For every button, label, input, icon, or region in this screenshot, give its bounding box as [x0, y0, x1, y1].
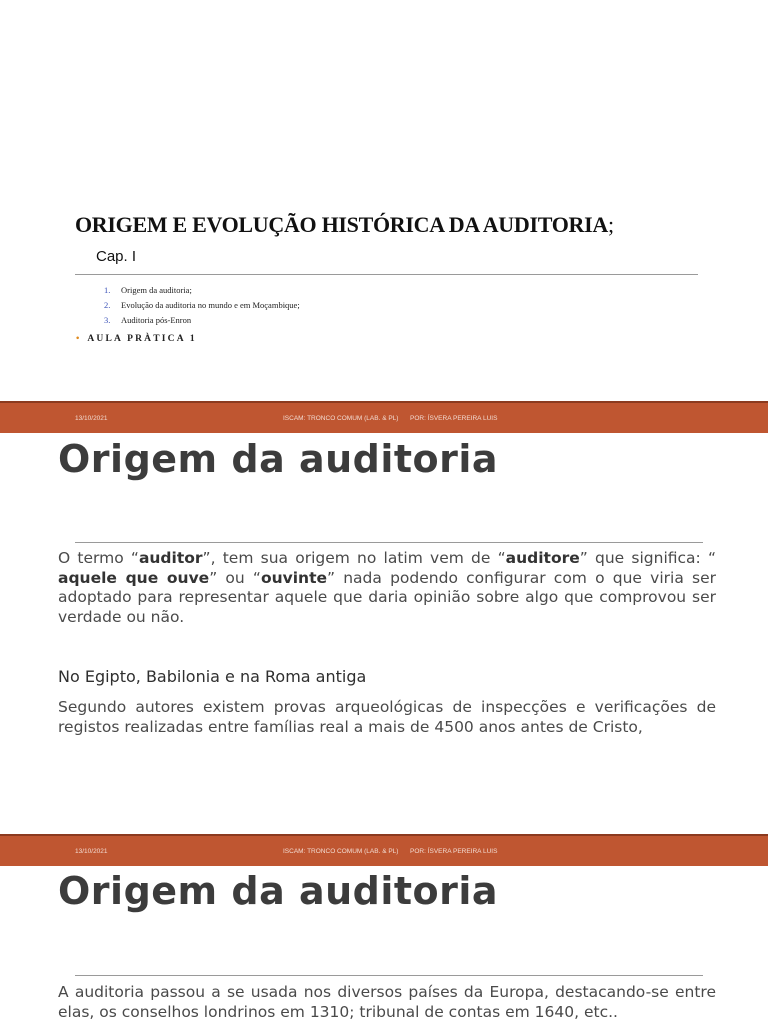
bullet-icon: • [76, 334, 80, 344]
slide2-footer-bar [0, 834, 768, 866]
p1-bold: ouvinte [260, 568, 328, 587]
slide1-toc [104, 283, 300, 328]
slide1-aula [76, 334, 197, 344]
p1-text: O termo “ [58, 549, 139, 567]
slide3-paragraph-1: A auditoria passou a se usada nos diversos países da Europa, destacando-se entre elas, os conselhos londrinos em 1310; tribunal de contas em 1640, etc.. [58, 983, 716, 1021]
slide2-title: Origem da auditoria [58, 437, 499, 481]
slide3-divider [75, 975, 703, 976]
toc-text: Evolução da auditoria no mundo e em Moçambique; [121, 300, 300, 310]
footer-author: POR: ÍSVERA PEREIRA LUIS [410, 848, 498, 855]
aula-text: AULA PRÀTICA 1 [87, 334, 197, 344]
p1-bold: auditore [505, 549, 580, 567]
toc-number: 1. [104, 285, 111, 295]
toc-item [104, 283, 300, 298]
toc-text: Origem da auditoria; [121, 285, 192, 295]
toc-item [104, 313, 300, 328]
p1-bold: aquele que ouve [58, 568, 210, 587]
p1-text: ”, tem sua origem no latim vem de “ [202, 549, 506, 567]
slide1-title-text: ORIGEM E EVOLUÇÃO HISTÓRICA DA AUDITORIA [75, 212, 608, 237]
slide3-title: Origem da auditoria [58, 869, 499, 913]
slide2-paragraph-2: Segundo autores existem provas arqueológicas de inspecções e verificações de registos realizadas entre famílias real a mais de 4500 anos antes de Cristo, [58, 698, 716, 736]
footer-course: ISCAM: TRONCO COMUM (LAB. & PL) [283, 415, 399, 422]
footer-date: 13/10/2021 [75, 415, 108, 422]
slide1-divider [75, 274, 698, 275]
p1-bold: auditor [138, 549, 203, 567]
slide1-title [75, 212, 614, 238]
slide2-subheading: No Egipto, Babilonia e na Roma antiga [58, 667, 367, 686]
p1-text: ” ou “ [209, 568, 261, 587]
slide1-title-suffix: ; [607, 212, 614, 237]
toc-number: 2. [104, 300, 111, 310]
toc-text: Auditoria pós-Enron [121, 315, 192, 325]
toc-number: 3. [104, 315, 111, 325]
p1-text: ” nada podendo configurar com o que viria ser adoptado para representar aquele que daria opinião sobre algo que comprovou ser verdade ou não. [58, 568, 716, 626]
footer-author: POR: ÍSVERA PEREIRA LUIS [410, 415, 498, 422]
slide2-paragraph-1 [58, 549, 716, 627]
toc-item [104, 298, 300, 313]
p1-text: ” que significa: “ [579, 549, 716, 567]
slide1-cap: Cap. I [96, 248, 137, 265]
footer-date: 13/10/2021 [75, 848, 108, 855]
slide2-divider [75, 542, 703, 543]
slide1-footer-bar [0, 401, 768, 433]
footer-course: ISCAM: TRONCO COMUM (LAB. & PL) [283, 848, 399, 855]
